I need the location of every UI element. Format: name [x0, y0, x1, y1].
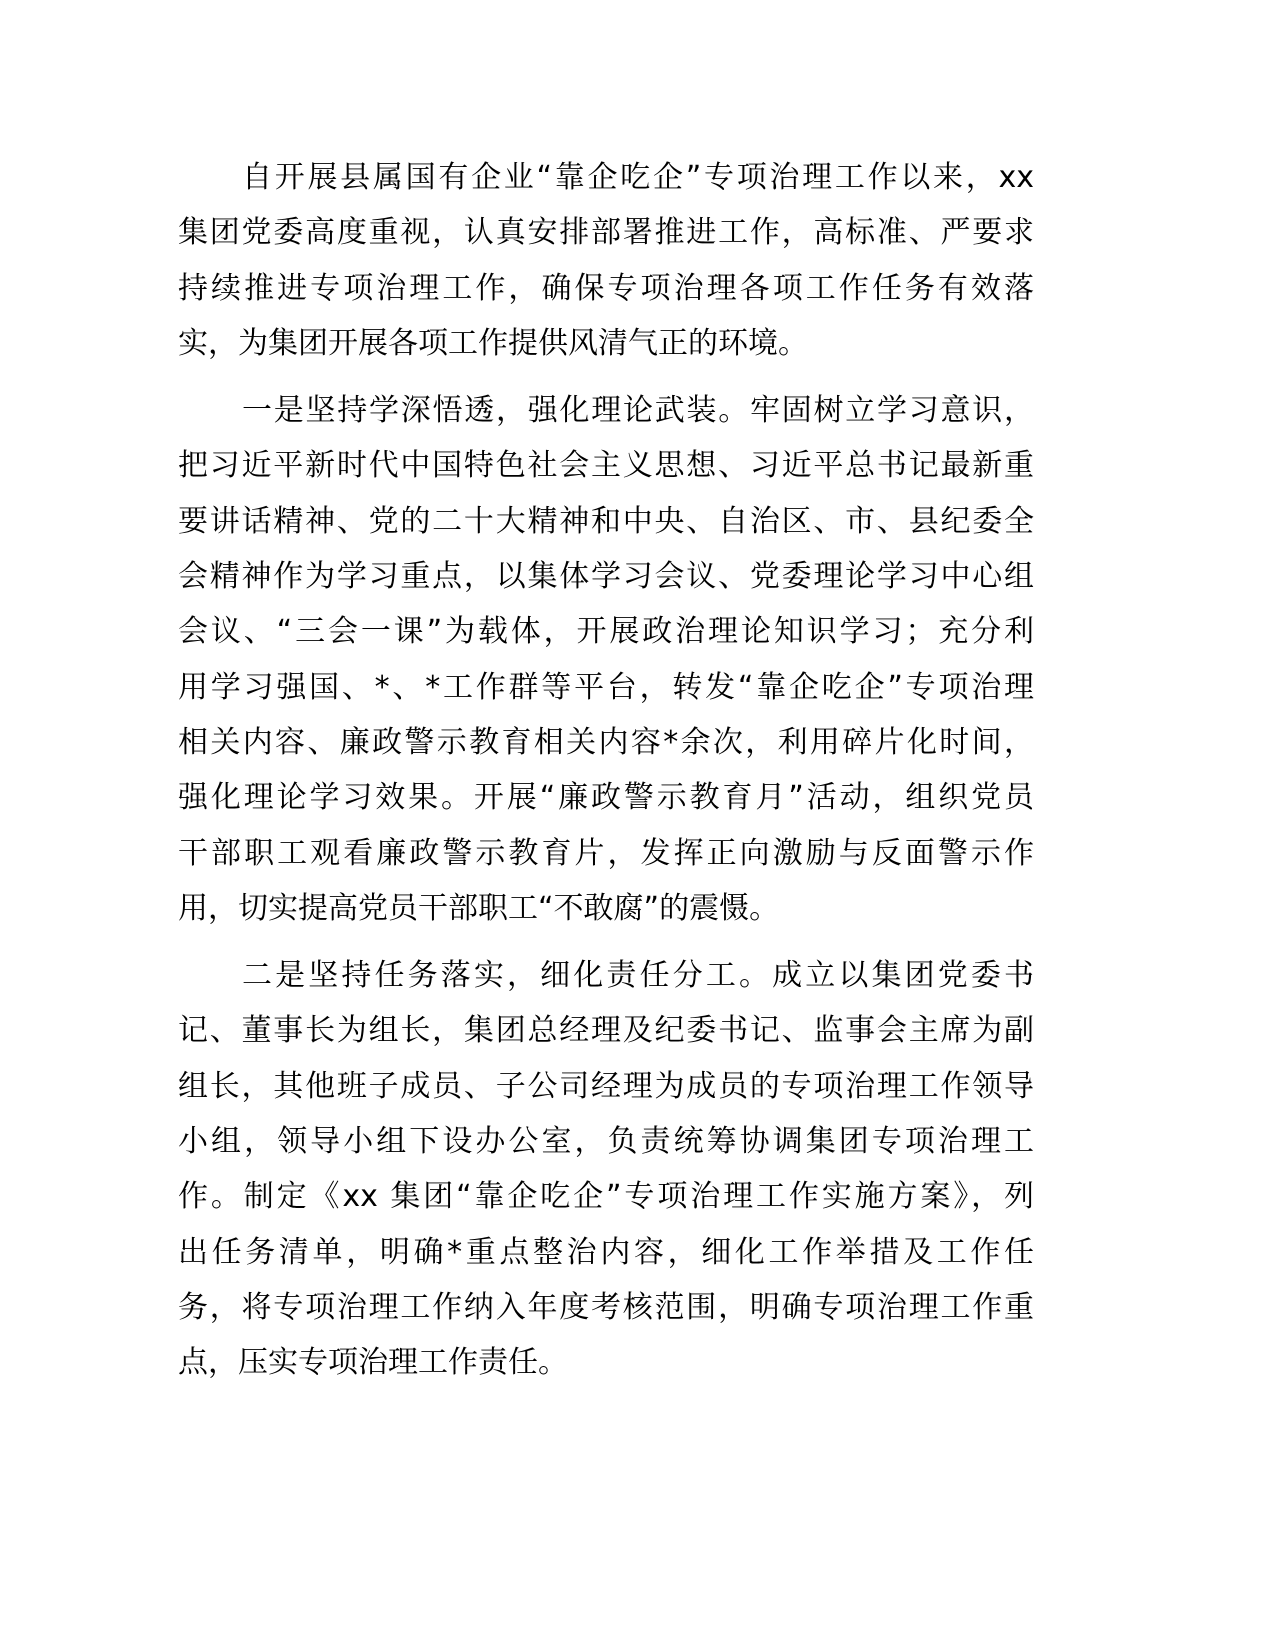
text-line: 出任务清单，明确*重点整治内容，细化工作举措及工作任: [178, 1234, 1034, 1270]
text-line: 集团党委高度重视，认真安排部署推进工作，高标准、严要求: [178, 215, 1034, 251]
text-line: 会议、“三会一课”为载体，开展政治理论知识学习；充分利: [178, 614, 1034, 650]
text-line: 二是坚持任务落实，细化责任分工。成立以集团党委书: [242, 958, 1034, 994]
text-line: 组长，其他班子成员、子公司经理为成员的专项治理工作领导: [178, 1068, 1034, 1104]
text-line: 用学习强国、*、*工作群等平台，转发“靠企吃企”专项治理: [178, 669, 1034, 705]
paragraph: [178, 948, 1034, 1390]
text-line: 持续推进专项治理工作，确保专项治理各项工作任务有效落: [178, 270, 1034, 306]
text-line: 实，为集团开展各项工作提供风清气正的环境。: [178, 325, 808, 361]
paragraph: [178, 383, 1034, 936]
text-line: 务，将专项治理工作纳入年度考核范围，明确专项治理工作重: [178, 1289, 1034, 1325]
text-line: 干部职工观看廉政警示教育片，发挥正向激励与反面警示作: [178, 835, 1034, 871]
text-line: 把习近平新时代中国特色社会主义思想、习近平总书记最新重: [178, 448, 1034, 484]
text-line: 记、董事长为组长，集团总经理及纪委书记、监事会主席为副: [178, 1013, 1034, 1049]
text-line: 用，切实提高党员干部职工“不敢腐”的震慑。: [178, 890, 780, 926]
text-line: 会精神作为学习重点，以集体学习会议、党委理论学习中心组: [178, 559, 1034, 595]
text-line: 作。制定《xx 集团“靠企吃企”专项治理工作实施方案》，列: [178, 1179, 1034, 1215]
text-line: 一是坚持学深悟透，强化理论武装。牢固树立学习意识，: [242, 393, 1034, 429]
text-line: 要讲话精神、党的二十大精神和中央、自治区、市、县纪委全: [178, 503, 1034, 539]
text-line: 点，压实专项治理工作责任。: [178, 1345, 568, 1381]
text-line: 相关内容、廉政警示教育相关内容*余次，利用碎片化时间，: [178, 724, 1034, 760]
text-line: 小组，领导小组下设办公室，负责统筹协调集团专项治理工: [178, 1124, 1034, 1160]
text-line: 强化理论学习效果。开展“廉政警示教育月”活动，组织党员: [178, 780, 1034, 816]
text-line: 自开展县属国有企业“靠企吃企”专项治理工作以来，xx: [242, 160, 1034, 195]
document-page: [178, 150, 1034, 1403]
paragraph: [178, 150, 1034, 371]
